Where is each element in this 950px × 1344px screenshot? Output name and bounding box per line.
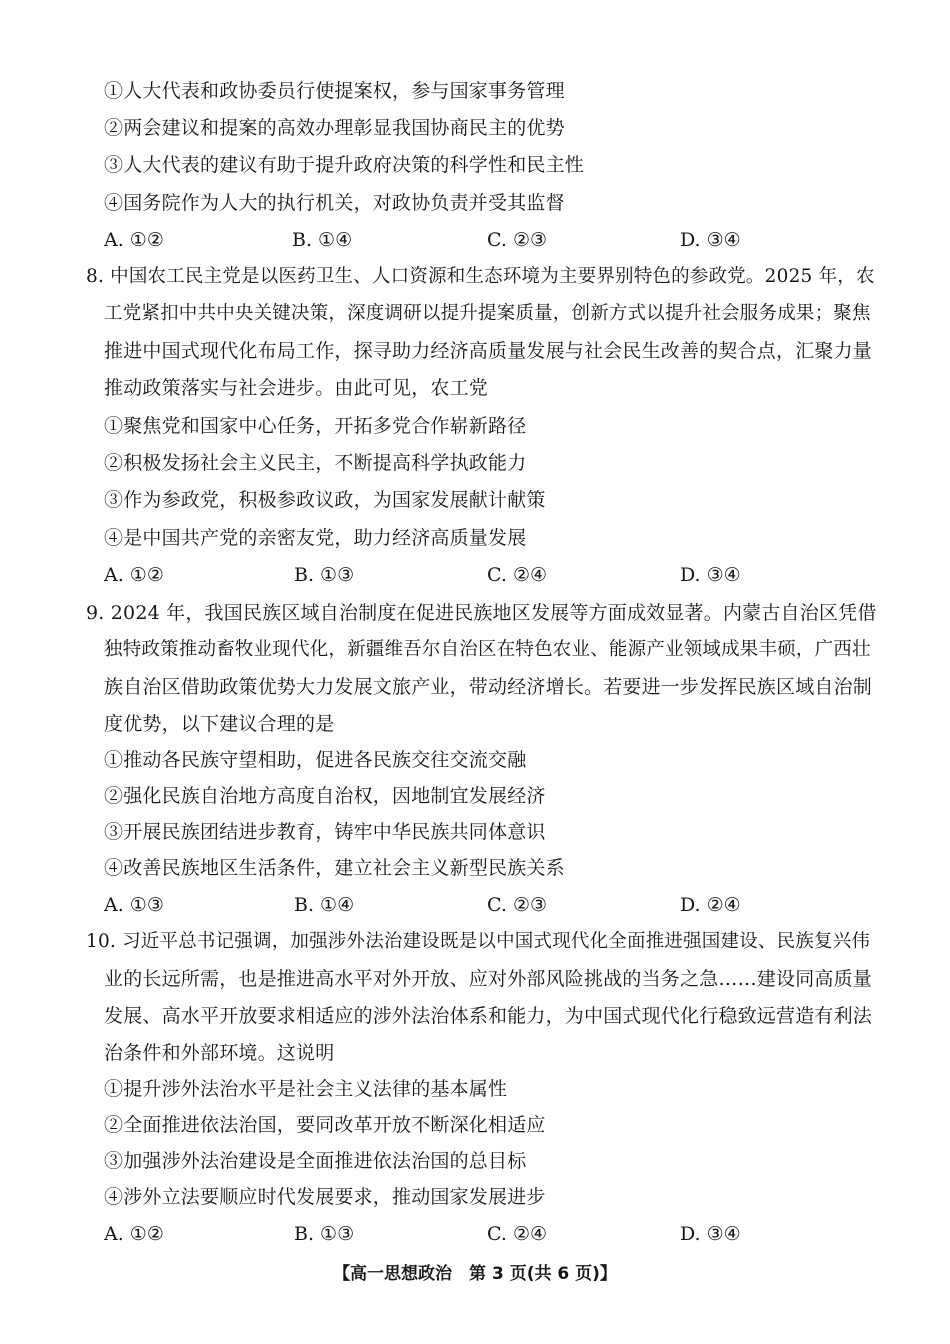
q10-stem-line-4: 治条件和外部环境。这说明 xyxy=(104,1042,335,1064)
q8-statement-1: ①聚焦党和国家中心任务，开拓多党合作崭新路径 xyxy=(104,415,527,437)
q8-stem-line-4: 推动政策落实与社会进步。由此可见，农工党 xyxy=(104,377,489,399)
q8-option-b[interactable]: B. ①③ xyxy=(294,564,355,586)
q10-statement-3: ③加强涉外法治建设是全面推进依法治国的总目标 xyxy=(104,1150,527,1172)
q7-statement-1: ①人大代表和政协委员行使提案权，参与国家事务管理 xyxy=(104,80,565,102)
q9-statement-4: ④改善民族地区生活条件，建立社会主义新型民族关系 xyxy=(104,857,565,879)
q9-statement-2: ②强化民族自治地方高度自治权，因地制宜发展经济 xyxy=(104,785,546,807)
q8-statement-2: ②积极发扬社会主义民主，不断提高科学执政能力 xyxy=(104,452,527,474)
q9-stem-line-3: 族自治区借助政策优势大力发展文旅产业，带动经济增长。若要进一步发挥民族区域自治制 xyxy=(104,676,873,698)
q7-statement-3: ③人大代表的建议有助于提升政府决策的科学性和民主性 xyxy=(104,154,585,176)
q10-statement-2: ②全面推进依法治国，要同改革开放不断深化相适应 xyxy=(104,1114,546,1136)
q10-option-a[interactable]: A. ①② xyxy=(104,1223,164,1245)
q8-statement-4: ④是中国共产党的亲密友党，助力经济高质量发展 xyxy=(104,527,527,549)
q7-statement-2: ②两会建议和提案的高效办理彰显我国协商民主的优势 xyxy=(104,117,565,139)
q7-option-b[interactable]: B. ①④ xyxy=(292,229,353,251)
q7-option-a[interactable]: A. ①② xyxy=(104,229,164,251)
q8-stem-line-2: 工党紧扣中共中央关键决策，深度调研以提升提案质量，创新方式以提升社会服务成果；聚焦 xyxy=(104,303,871,324)
q7-option-d[interactable]: D. ③④ xyxy=(680,229,741,251)
q7-statement-4: ④国务院作为人大的执行机关，对政协负责并受其监督 xyxy=(104,192,565,214)
q7-option-c[interactable]: C. ②③ xyxy=(487,229,548,251)
q8-option-a[interactable]: A. ①② xyxy=(104,564,164,586)
q8-statement-3: ③作为参政党，积极参政议政，为国家发展献计献策 xyxy=(104,489,546,511)
q9-stem-line-1: 9. 2024 年，我国民族区域自治制度在促进民族地区发展等方面成效显著。内蒙古自治区凭借 xyxy=(86,602,877,624)
q10-stem-line-1: 10. 习近平总书记强调，加强涉外法治建设既是以中国式现代化全面推进强国建设、民族复兴伟 xyxy=(86,931,871,952)
q9-statement-1: ①推动各民族守望相助，促进各民族交往交流交融 xyxy=(104,749,527,771)
q9-stem-line-2: 独特政策推动畜牧业现代化，新疆维吾尔自治区在特色农业、能源产业领域成果丰硕，广西壮 xyxy=(104,639,871,660)
q9-stem-line-4: 度优势，以下建议合理的是 xyxy=(104,713,335,735)
q9-statement-3: ③开展民族团结进步教育，铸牢中华民族共同体意识 xyxy=(104,821,546,843)
q10-stem-line-3: 发展、高水平开放要求相适应的涉外法治体系和能力，为中国式现代化行稳致远营造有利法 xyxy=(104,1005,873,1027)
q10-option-d[interactable]: D. ③④ xyxy=(680,1223,741,1245)
q8-option-d[interactable]: D. ③④ xyxy=(680,564,741,586)
q8-stem-line-1: 8. 中国农工民主党是以医药卫生、人口资源和生态环境为主要界别特色的参政党。2025 年，农 xyxy=(86,266,875,287)
q8-option-c[interactable]: C. ②④ xyxy=(487,564,548,586)
q10-option-c[interactable]: C. ②④ xyxy=(487,1223,548,1245)
q8-stem-line-3: 推进中国式现代化布局工作，探寻助力经济高质量发展与社会民生改善的契合点，汇聚力量 xyxy=(104,340,873,362)
q10-option-b[interactable]: B. ①③ xyxy=(294,1223,355,1245)
q10-stem-line-2: 业的长远所需，也是推进高水平对外开放、应对外部风险挑战的当务之急……建设同高质量 xyxy=(104,968,873,990)
q10-statement-1: ①提升涉外法治水平是社会主义法律的基本属性 xyxy=(104,1078,508,1100)
page-footer: 【高一思想政治 第 3 页(共 6 页)】 xyxy=(333,1264,617,1284)
q9-option-d[interactable]: D. ②④ xyxy=(680,894,741,916)
q9-option-c[interactable]: C. ②③ xyxy=(487,894,548,916)
q10-statement-4: ④涉外立法要顺应时代发展要求，推动国家发展进步 xyxy=(104,1186,546,1208)
q9-option-a[interactable]: A. ①③ xyxy=(104,894,164,916)
q9-option-b[interactable]: B. ①④ xyxy=(294,894,355,916)
